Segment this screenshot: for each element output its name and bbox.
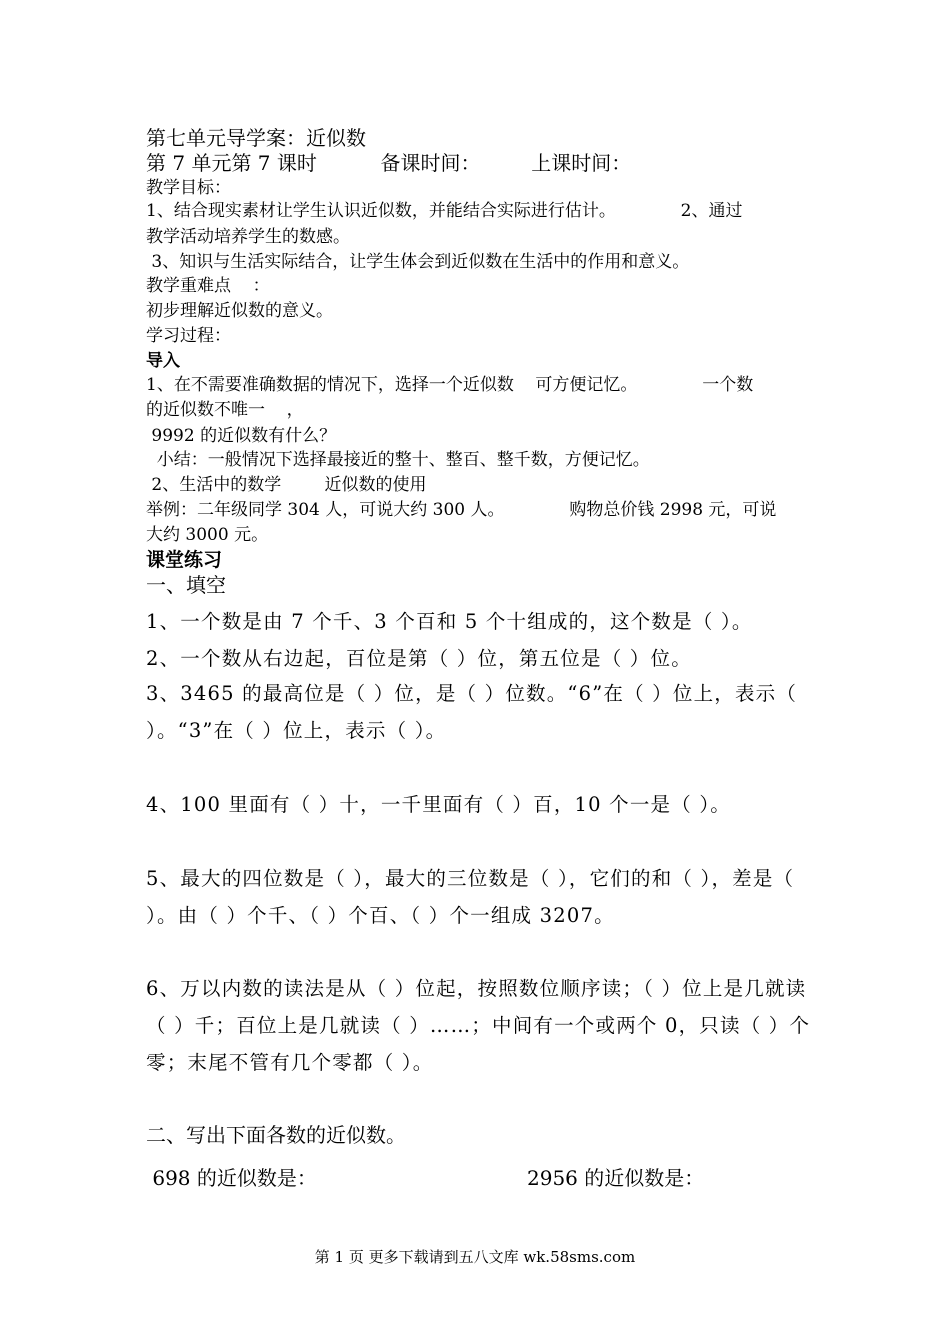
lesson-info: 第 7 单元第 7 课时 备课时间： 上课时间： xyxy=(146,151,632,175)
intro-example-2: 大约 3000 元。 xyxy=(146,525,269,545)
section2-heading: 二、写出下面各数的近似数。 xyxy=(146,1123,406,1147)
page-footer: 第 1 页 更多下载请到五八文库 wk.58sms.com xyxy=(314,1248,636,1266)
question-4: 4、100 里面有（ ）十，一千里面有（ ）百，10 个一是（ ）。 xyxy=(146,793,731,816)
page-title: 第七单元导学案：近似数 xyxy=(146,126,366,150)
intro-line-3: 9992 的近似数有什么？ xyxy=(146,426,337,446)
intro-line-1: 1、在不需要准确数据的情况下，选择一个近似数 可方便记忆。 一个数 xyxy=(146,375,754,395)
question-1: 1、一个数是由 7 个千、3 个百和 5 个十组成的，这个数是（ ）。 xyxy=(146,610,753,633)
approx-2956: 2956 的近似数是： xyxy=(527,1166,705,1190)
question-2: 2、一个数从右边起，百位是第（ ）位，第五位是（ ）位。 xyxy=(146,647,692,670)
question-6: 6、万以内数的读法是从（ ）位起，按照数位顺序读；（ ）位上是几就读（ ）千；百位上是几就读（ ）……；中间有一个或两个 0，只读（ ）个零；末尾不管有几个零都（ ）。 xyxy=(146,977,811,1074)
key-points-text: 初步理解近似数的意义。 xyxy=(146,301,333,321)
intro-line-5: 2、生活中的数学 近似数的使用 xyxy=(146,475,427,495)
objectives-heading: 教学目标： xyxy=(146,178,231,198)
question-5: 5、最大的四位数是（ ），最大的三位数是（ ），它们的和（ ），差是（ ）。由（ ）个千、（ ）个百、（ ）个一组成 3207。 xyxy=(146,867,795,927)
section1-heading: 一、填空 xyxy=(146,573,226,597)
practice-heading: 课堂练习 xyxy=(146,549,223,571)
question-3: 3、3465 的最高位是（ ）位，是（ ）位数。“6”在（ ）位上，表示（ ）。“3”在（ ）位上，表示（ ）。 xyxy=(146,682,798,742)
objectives-line-1: 1、结合现实素材让学生认识近似数，并能结合实际进行估计。 2、通过 xyxy=(146,201,743,221)
intro-heading: 导入 xyxy=(146,351,180,371)
process-heading: 学习过程： xyxy=(146,326,231,346)
intro-line-2: 的近似数不唯一 ， xyxy=(146,400,304,420)
intro-summary: 小结：一般情况下选择最接近的整十、整百、整千数，方便记忆。 xyxy=(146,450,650,470)
objectives-line-2: 教学活动培养学生的数感。 xyxy=(146,227,350,247)
intro-example-1: 举例：二年级同学 304 人，可说大约 300 人。 购物总价钱 2998 元，可说 xyxy=(146,500,777,520)
approx-698: 698 的近似数是： xyxy=(146,1166,317,1190)
objectives-line-3: 3、知识与生活实际结合，让学生体会到近似数在生活中的作用和意义。 xyxy=(146,252,690,272)
key-points-heading: 教学重难点 ： xyxy=(146,276,270,296)
